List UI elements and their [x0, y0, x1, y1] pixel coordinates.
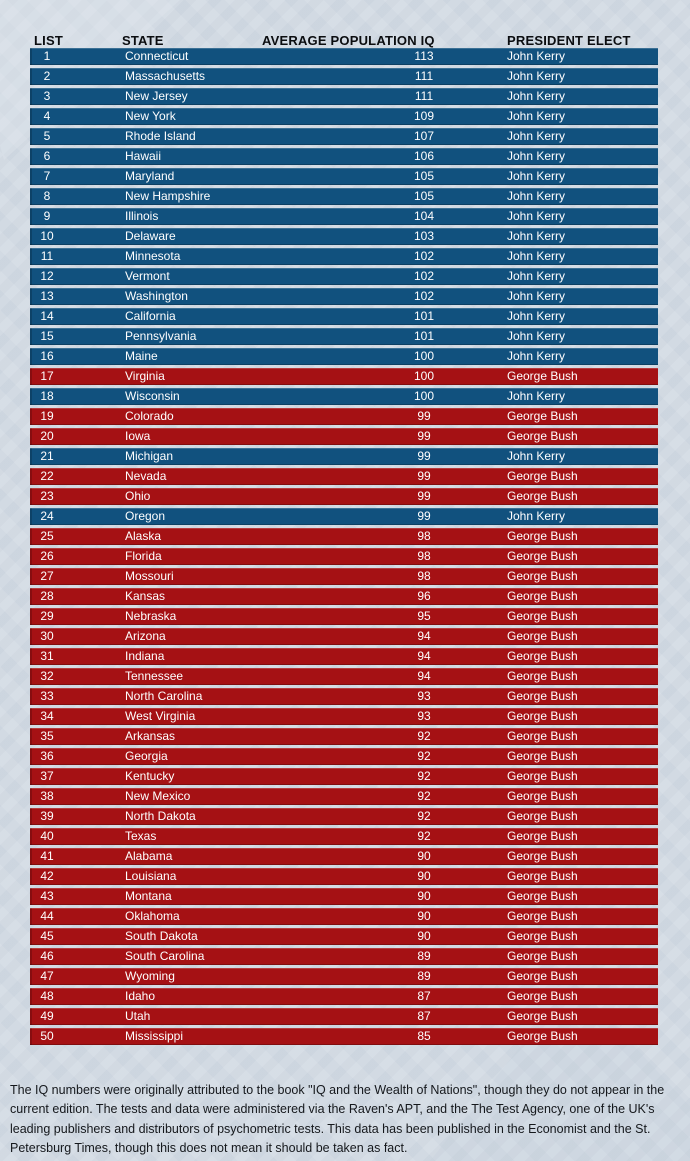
rank-cell: 4 — [43, 109, 51, 123]
iq-cell: 111 — [414, 69, 434, 83]
rank-cell: 19 — [40, 409, 54, 423]
iq-cell: 99 — [417, 469, 431, 483]
table-row — [30, 568, 658, 585]
iq-cell: 99 — [417, 489, 431, 503]
state-cell: Indiana — [125, 649, 165, 663]
rank-cell: 46 — [40, 949, 54, 963]
iq-cell: 94 — [417, 649, 431, 663]
state-cell: Idaho — [125, 989, 156, 1003]
iq-cell: 87 — [417, 1009, 431, 1023]
iq-cell: 94 — [417, 629, 431, 643]
president-cell: George Bush — [507, 669, 578, 683]
rank-cell: 35 — [40, 729, 54, 743]
table-row — [30, 468, 658, 485]
rank-cell: 13 — [40, 289, 54, 303]
president-cell: John Kerry — [507, 449, 566, 463]
iq-cell: 100 — [413, 389, 435, 403]
iq-cell: 100 — [413, 349, 435, 363]
state-cell: Illinois — [125, 209, 159, 223]
president-cell: George Bush — [507, 1029, 578, 1043]
table-row — [30, 608, 658, 625]
state-cell: Virginia — [125, 369, 165, 383]
rank-cell: 5 — [43, 129, 51, 143]
table-row — [30, 848, 658, 865]
president-cell: John Kerry — [507, 309, 566, 323]
table-row — [30, 148, 658, 165]
president-cell: George Bush — [507, 609, 578, 623]
rank-cell: 25 — [40, 529, 54, 543]
president-cell: John Kerry — [507, 169, 566, 183]
iq-cell: 102 — [413, 289, 435, 303]
iq-cell: 90 — [417, 849, 431, 863]
president-cell: George Bush — [507, 929, 578, 943]
state-cell: Kansas — [125, 589, 166, 603]
state-cell: Michigan — [125, 449, 174, 463]
iq-cell: 89 — [417, 949, 431, 963]
state-cell: New York — [125, 109, 176, 123]
president-cell: George Bush — [507, 949, 578, 963]
state-cell: Alabama — [125, 849, 173, 863]
iq-cell: 102 — [413, 249, 435, 263]
table-row — [30, 788, 658, 805]
president-cell: George Bush — [507, 429, 578, 443]
president-cell: John Kerry — [507, 109, 566, 123]
table-row — [30, 1028, 658, 1045]
state-cell: Maryland — [125, 169, 175, 183]
president-cell: George Bush — [507, 489, 578, 503]
table-row — [30, 748, 658, 765]
iq-cell: 104 — [413, 209, 435, 223]
table-row — [30, 508, 658, 525]
table-row — [30, 968, 658, 985]
rank-cell: 2 — [43, 69, 51, 83]
iq-cell: 92 — [417, 729, 431, 743]
table-row — [30, 328, 658, 345]
president-cell: John Kerry — [507, 49, 566, 63]
rank-cell: 12 — [40, 269, 54, 283]
president-cell: John Kerry — [507, 149, 566, 163]
iq-cell: 92 — [417, 829, 431, 843]
rank-cell: 8 — [43, 189, 51, 203]
table-row — [30, 548, 658, 565]
iq-cell: 90 — [417, 929, 431, 943]
president-cell: John Kerry — [507, 229, 566, 243]
iq-cell: 95 — [417, 609, 431, 623]
table-row — [30, 668, 658, 685]
state-cell: Oklahoma — [125, 909, 180, 923]
state-cell: New Jersey — [125, 89, 188, 103]
table-row — [30, 928, 658, 945]
rank-cell: 1 — [43, 49, 51, 63]
president-cell: George Bush — [507, 749, 578, 763]
president-cell: John Kerry — [507, 129, 566, 143]
state-cell: Arkansas — [125, 729, 176, 743]
president-cell: John Kerry — [507, 69, 566, 83]
president-cell: George Bush — [507, 829, 578, 843]
table-row — [30, 728, 658, 745]
table-row — [30, 228, 658, 245]
disclaimer-text: The IQ numbers were originally attributed to the book "IQ and the Wealth of Nations", though they do not appear in the current edition. The tests and data were administered via the Raven's APT, and the The Test Agency, one of the UK's leading publishers and distributors of psychometric tests. This data has been published in the Economist and the St. Petersburg Times, though this does not mean it should be taken as fact. — [10, 1082, 665, 1155]
iq-cell: 90 — [417, 889, 431, 903]
president-cell: George Bush — [507, 869, 578, 883]
president-cell: George Bush — [507, 889, 578, 903]
iq-cell: 99 — [417, 449, 431, 463]
table-row — [30, 308, 658, 325]
president-cell: George Bush — [507, 529, 578, 543]
state-cell: California — [125, 309, 176, 323]
state-cell: Pennsylvania — [125, 329, 197, 343]
state-cell: South Carolina — [125, 949, 205, 963]
rank-cell: 29 — [40, 609, 54, 623]
column-header-average-iq: AVERAGE POPULATION IQ — [262, 33, 435, 48]
table-row — [30, 708, 658, 725]
president-cell: John Kerry — [507, 349, 566, 363]
rank-cell: 27 — [40, 569, 54, 583]
state-cell: North Carolina — [125, 689, 203, 703]
iq-cell: 98 — [417, 529, 431, 543]
column-header-list: LIST — [34, 33, 63, 48]
iq-cell: 113 — [414, 49, 434, 63]
president-cell: George Bush — [507, 809, 578, 823]
rank-cell: 32 — [40, 669, 54, 683]
rank-cell: 18 — [40, 389, 54, 403]
rank-cell: 31 — [40, 649, 54, 663]
table-row — [30, 588, 658, 605]
rank-cell: 49 — [40, 1009, 54, 1023]
table-row — [30, 948, 658, 965]
rank-cell: 38 — [40, 789, 54, 803]
rank-cell: 34 — [40, 709, 54, 723]
rank-cell: 28 — [40, 589, 54, 603]
table-row — [30, 388, 658, 405]
president-cell: John Kerry — [507, 289, 566, 303]
iq-cell: 100 — [413, 369, 435, 383]
president-cell: George Bush — [507, 589, 578, 603]
president-cell: George Bush — [507, 649, 578, 663]
state-cell: New Hampshire — [125, 189, 211, 203]
rank-cell: 30 — [40, 629, 54, 643]
rank-cell: 10 — [40, 229, 54, 243]
president-cell: George Bush — [507, 729, 578, 743]
president-cell: George Bush — [507, 969, 578, 983]
president-cell: John Kerry — [507, 209, 566, 223]
iq-cell: 109 — [413, 109, 435, 123]
iq-cell: 94 — [417, 669, 431, 683]
state-cell: South Dakota — [125, 929, 198, 943]
rank-cell: 23 — [40, 489, 54, 503]
state-cell: Texas — [125, 829, 157, 843]
state-cell: Hawaii — [125, 149, 162, 163]
rank-cell: 39 — [40, 809, 54, 823]
president-cell: John Kerry — [507, 269, 566, 283]
table-row — [30, 1008, 658, 1025]
state-cell: North Dakota — [125, 809, 196, 823]
column-header-president-elect: PRESIDENT ELECT — [507, 33, 631, 48]
table-row — [30, 288, 658, 305]
state-cell: Oregon — [125, 509, 166, 523]
rank-cell: 44 — [40, 909, 54, 923]
state-cell: Wisconsin — [125, 389, 180, 403]
table-row — [30, 408, 658, 425]
rank-cell: 45 — [40, 929, 54, 943]
state-cell: Montana — [125, 889, 172, 903]
table-row — [30, 768, 658, 785]
table-row — [30, 688, 658, 705]
state-cell: Wyoming — [125, 969, 175, 983]
state-cell: Minnesota — [125, 249, 181, 263]
president-cell: George Bush — [507, 569, 578, 583]
rank-cell: 42 — [40, 869, 54, 883]
rank-cell: 41 — [40, 849, 54, 863]
state-cell: Maine — [125, 349, 158, 363]
iq-cell: 99 — [417, 509, 431, 523]
table-row — [30, 248, 658, 265]
table-row — [30, 488, 658, 505]
table-row — [30, 888, 658, 905]
state-cell: Vermont — [125, 269, 170, 283]
president-cell: George Bush — [507, 769, 578, 783]
state-cell: Delaware — [125, 229, 176, 243]
state-cell: Louisiana — [125, 869, 177, 883]
iq-cell: 105 — [413, 189, 435, 203]
president-cell: George Bush — [507, 469, 578, 483]
column-header-state: STATE — [122, 33, 164, 48]
state-cell: New Mexico — [125, 789, 191, 803]
iq-cell: 99 — [417, 409, 431, 423]
state-cell: Kentucky — [125, 769, 175, 783]
table-row — [30, 168, 658, 185]
iq-cell: 85 — [417, 1029, 431, 1043]
table-row — [30, 828, 658, 845]
rank-cell: 47 — [40, 969, 54, 983]
state-cell: Mossouri — [125, 569, 174, 583]
iq-cell: 92 — [417, 769, 431, 783]
state-cell: Utah — [125, 1009, 151, 1023]
state-cell: Georgia — [125, 749, 168, 763]
president-cell: George Bush — [507, 909, 578, 923]
table-row — [30, 908, 658, 925]
table-row — [30, 188, 658, 205]
state-cell: Iowa — [125, 429, 151, 443]
president-cell: George Bush — [507, 369, 578, 383]
table-row — [30, 528, 658, 545]
state-cell: Nevada — [125, 469, 167, 483]
rank-cell: 6 — [43, 149, 51, 163]
rank-cell: 17 — [40, 369, 54, 383]
president-cell: George Bush — [507, 1009, 578, 1023]
iq-cell: 98 — [417, 569, 431, 583]
table-row — [30, 128, 658, 145]
table-row — [30, 208, 658, 225]
president-cell: John Kerry — [507, 389, 566, 403]
rank-cell: 48 — [40, 989, 54, 1003]
state-cell: Rhode Island — [125, 129, 196, 143]
state-cell: Florida — [125, 549, 162, 563]
state-cell: Washington — [125, 289, 188, 303]
rank-cell: 21 — [40, 449, 54, 463]
state-cell: West Virginia — [125, 709, 196, 723]
iq-cell: 90 — [417, 869, 431, 883]
table-row — [30, 348, 658, 365]
president-cell: George Bush — [507, 629, 578, 643]
iq-cell: 101 — [413, 309, 435, 323]
president-cell: John Kerry — [507, 509, 566, 523]
table-row — [30, 808, 658, 825]
rank-cell: 36 — [40, 749, 54, 763]
state-cell: Tennessee — [125, 669, 184, 683]
rank-cell: 16 — [40, 349, 54, 363]
iq-cell: 90 — [417, 909, 431, 923]
rank-cell: 15 — [40, 329, 54, 343]
rank-cell: 14 — [40, 309, 54, 323]
iq-cell: 87 — [417, 989, 431, 1003]
rank-cell: 50 — [40, 1029, 54, 1043]
table-row — [30, 88, 658, 105]
rank-cell: 11 — [40, 249, 54, 263]
iq-cell: 93 — [417, 709, 431, 723]
iq-cell: 103 — [413, 229, 435, 243]
iq-cell: 96 — [417, 589, 431, 603]
president-cell: John Kerry — [507, 329, 566, 343]
rank-cell: 3 — [43, 89, 51, 103]
rank-cell: 37 — [40, 769, 54, 783]
rank-cell: 7 — [43, 169, 51, 183]
table-row — [30, 428, 658, 445]
president-cell: George Bush — [507, 549, 578, 563]
president-cell: George Bush — [507, 709, 578, 723]
state-cell: Colorado — [125, 409, 174, 423]
president-cell: George Bush — [507, 789, 578, 803]
state-cell: Mississippi — [125, 1029, 184, 1043]
rank-cell: 33 — [40, 689, 54, 703]
table-row — [30, 68, 658, 85]
rank-cell: 22 — [40, 469, 54, 483]
president-cell: John Kerry — [507, 189, 566, 203]
state-cell: Ohio — [125, 489, 151, 503]
rank-cell: 20 — [40, 429, 54, 443]
rank-cell: 9 — [43, 209, 51, 223]
president-cell: George Bush — [507, 989, 578, 1003]
president-cell: John Kerry — [507, 249, 566, 263]
iq-cell: 107 — [413, 129, 435, 143]
president-cell: George Bush — [507, 849, 578, 863]
table-row — [30, 48, 658, 65]
state-cell: Nebraska — [125, 609, 177, 623]
rank-cell: 26 — [40, 549, 54, 563]
iq-cell: 89 — [417, 969, 431, 983]
state-cell: Connecticut — [125, 49, 189, 63]
iq-cell: 92 — [417, 809, 431, 823]
iq-cell: 105 — [413, 169, 435, 183]
rank-cell: 24 — [40, 509, 54, 523]
state-cell: Arizona — [125, 629, 166, 643]
table-row — [30, 628, 658, 645]
state-cell: Massachusetts — [125, 69, 206, 83]
state-cell: Alaska — [125, 529, 162, 543]
iq-cell: 102 — [413, 269, 435, 283]
iq-cell: 101 — [413, 329, 435, 343]
iq-cell: 92 — [417, 749, 431, 763]
table-row — [30, 448, 658, 465]
president-cell: John Kerry — [507, 89, 566, 103]
iq-cell: 106 — [413, 149, 435, 163]
president-cell: George Bush — [507, 689, 578, 703]
table-row — [30, 868, 658, 885]
table-row — [30, 648, 658, 665]
table-row — [30, 368, 658, 385]
iq-cell: 111 — [414, 89, 434, 103]
iq-cell: 93 — [417, 689, 431, 703]
table-row — [30, 268, 658, 285]
president-cell: George Bush — [507, 409, 578, 423]
iq-cell: 98 — [417, 549, 431, 563]
iq-cell: 99 — [417, 429, 431, 443]
iq-cell: 92 — [417, 789, 431, 803]
table-body — [30, 48, 658, 1048]
table-row — [30, 988, 658, 1005]
table-row — [30, 108, 658, 125]
rank-cell: 43 — [40, 889, 54, 903]
table-header-row — [0, 33, 690, 48]
rank-cell: 40 — [40, 829, 54, 843]
